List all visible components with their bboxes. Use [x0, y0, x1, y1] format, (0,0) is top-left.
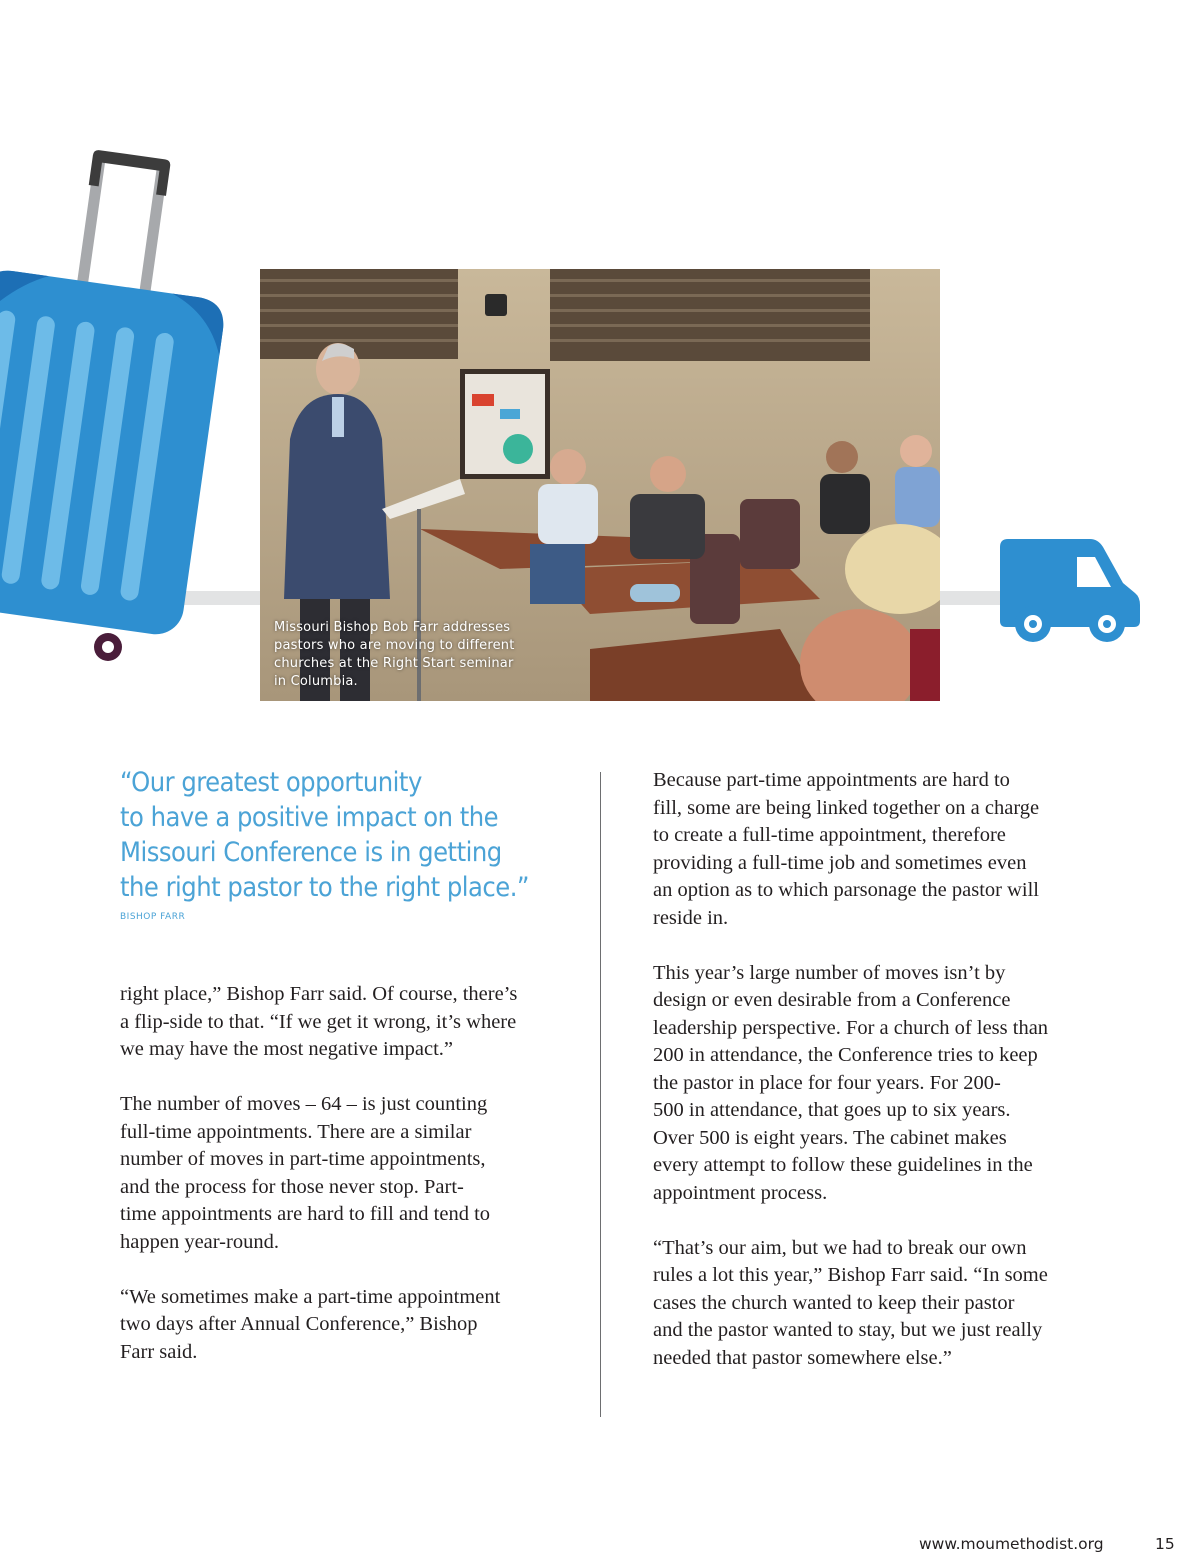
text-line: “That’s our aim, but we had to break our own	[653, 1236, 1027, 1259]
paragraph	[653, 767, 1093, 932]
paragraph	[120, 1091, 560, 1256]
text-line: a flip-side to that. “If we get it wrong, it’s where	[120, 1010, 517, 1033]
suitcase-icon	[0, 150, 230, 670]
paragraph	[120, 1284, 560, 1367]
text-line: and the process for those never stop. Part-	[120, 1175, 464, 1198]
text-line: Over 500 is eight years. The cabinet makes	[653, 1126, 1007, 1149]
text-line: rules a lot this year,” Bishop Farr said. “In some	[653, 1264, 1048, 1286]
text-line: and the pastor wanted to stay, but we just really	[653, 1319, 1043, 1341]
text-line: an option as to which parsonage the pastor will	[653, 879, 1039, 901]
paragraph	[653, 960, 1093, 1208]
delivery-truck-icon	[995, 535, 1145, 645]
seminar-photo	[260, 269, 940, 701]
text-line: 500 in attendance, that goes up to six years.	[653, 1099, 1011, 1121]
text-line: we may have the most negative impact.”	[120, 1038, 454, 1060]
text-line: “We sometimes make a part-time appointment	[120, 1285, 501, 1308]
caption-line: pastors who are moving to different	[274, 638, 515, 653]
text-line: full-time appointments. There are a similar	[120, 1120, 472, 1143]
text-line: time appointments are hard to fill and tend to	[120, 1203, 491, 1225]
footer-url: www.moumethodist.org	[919, 1535, 1104, 1553]
photo-caption	[274, 619, 544, 691]
text-line: number of moves in part-time appointments,	[120, 1148, 486, 1170]
text-line: the pastor in place for four years. For 200-	[653, 1071, 1001, 1094]
left-column	[120, 981, 560, 1394]
caption-line: in Columbia.	[274, 674, 358, 689]
text-line: every attempt to follow these guidelines in the	[653, 1154, 1033, 1176]
text-line: Farr said.	[120, 1340, 198, 1363]
paragraph	[120, 981, 560, 1064]
text-line: Because part-time appointments are hard to	[653, 769, 1010, 791]
text-line: appointment process.	[653, 1181, 828, 1204]
pull-quote-attribution: BISHOP FARR	[120, 912, 186, 922]
right-column	[653, 767, 1093, 1400]
caption-line: Missouri Bishop Bob Farr addresses	[274, 620, 511, 635]
pull-quote-line: “Our greatest opportunity	[120, 767, 422, 798]
text-line: 200 in attendance, the Conference tries to keep	[653, 1044, 1038, 1066]
text-line: providing a full-time job and sometimes even	[653, 851, 1027, 874]
text-line: This year’s large number of moves isn’t by	[653, 961, 1006, 984]
text-line: The number of moves – 64 – is just counting	[120, 1093, 488, 1115]
column-divider	[600, 772, 601, 1417]
text-line: happen year-round.	[120, 1230, 279, 1253]
text-line: right place,” Bishop Farr said. Of course, there’s	[120, 983, 518, 1005]
page-number: 15	[1155, 1535, 1175, 1553]
text-line: two days after Annual Conference,” Bishop	[120, 1313, 478, 1335]
text-line: reside in.	[653, 906, 729, 929]
caption-line: churches at the Right Start seminar	[274, 656, 514, 671]
text-line: leadership perspective. For a church of less than	[653, 1016, 1049, 1039]
pull-quote-line: to have a positive impact on the	[120, 802, 499, 833]
pull-quote-line: the right pastor to the right place.”	[120, 872, 530, 903]
pull-quote-line: Missouri Conference is in getting	[120, 837, 502, 868]
text-line: design or even desirable from a Conference	[653, 989, 1011, 1011]
text-line: to create a full-time appointment, therefore	[653, 824, 1006, 846]
text-line: cases the church wanted to keep their pastor	[653, 1291, 1015, 1314]
paragraph	[653, 1235, 1093, 1373]
text-line: needed that pastor somewhere else.”	[653, 1346, 952, 1369]
pull-quote	[120, 765, 530, 905]
text-line: fill, some are being linked together on a charge	[653, 796, 1040, 819]
